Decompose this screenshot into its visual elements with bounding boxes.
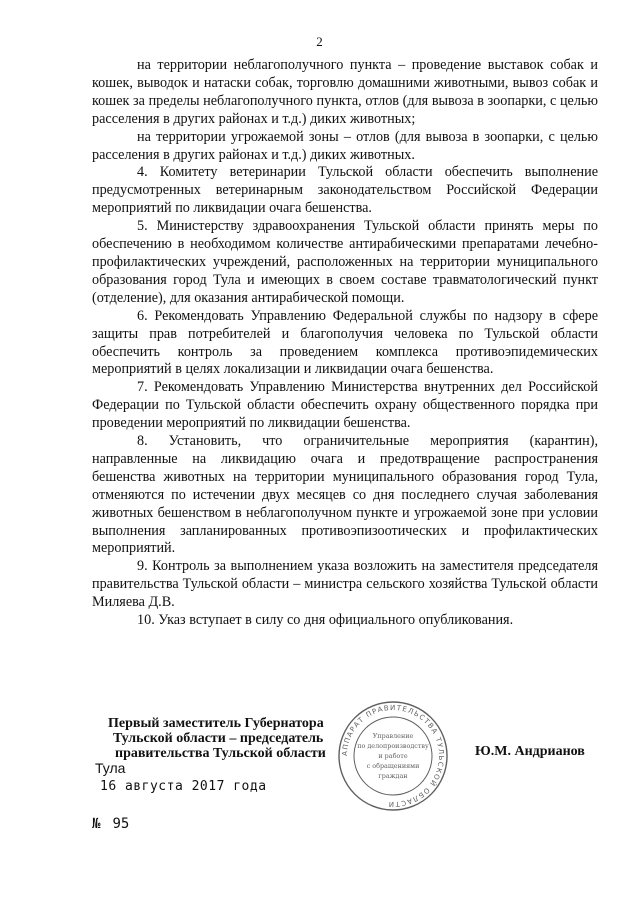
signatory-title-line-1: Первый заместитель Губернатора bbox=[108, 716, 324, 731]
paragraph-item-7: 7. Рекомендовать Управлению Министерства внутренних дел Российской Федерации по Тульской области обеспечить охрану общественного порядка при проведении мероприятий по ликвидации бешенства. bbox=[92, 379, 598, 432]
page-number: 2 bbox=[316, 34, 323, 49]
paragraph-item-6: 6. Рекомендовать Управлению Федеральной службы по надзору в сфере защиты прав потребителей и благополучия человека по Тульской области обеспечить контроль за проведением комплекса противоэпидемических мероприятий в целях локализации и ликвидации очага бешенства. bbox=[92, 307, 598, 378]
signatory-title-line-2: Тульской области – председатель bbox=[113, 731, 324, 746]
stamp-ring-text: АППАРАТ ПРАВИТЕЛЬСТВА ТУЛЬСКОЙ ОБЛАСТИ bbox=[340, 703, 446, 809]
paragraph-item-4: 4. Комитету ветеринарии Тульской области обеспечить выполнение предусмотренных ветеринарным законодательством Российской Федерации мероприятий по ликвидации очага бешенства. bbox=[92, 164, 598, 217]
document-body bbox=[92, 57, 598, 630]
document-number bbox=[92, 816, 129, 832]
number-sign: № bbox=[92, 816, 101, 832]
stamp-line-2: по делопроизводству bbox=[357, 742, 429, 750]
paragraph-zone-restrictions: на территории неблагополучного пункта – проведение выставок собак и кошек, выводок и натаски собак, торговлю домашними животными, вывоз собак и кошек за пределы неблагополучного пункта, отлов (для вывоза в зоопарки, с целью расселения в других районах и т.д.) диких животных; bbox=[92, 57, 598, 127]
number-value: 95 bbox=[112, 816, 130, 832]
stamp-line-3: и работе bbox=[378, 752, 408, 760]
signatory-name: Ю.М. Андрианов bbox=[475, 744, 585, 759]
stamp-line-1: Управление bbox=[372, 732, 414, 740]
paragraph-item-8: 8. Установить, что ограничительные мероприятия (карантин), направленные на ликвидацию очага и предотвращение распространения бешенства животных на территории муниципального образования город Тула, отменяются по истечении двух месяцев со дня последнего случая заболевания животных бешенством в неблагополучном пункте и угрожаемой зоне при условии выполнения запланированных противоэпизоотических и профилактических мероприятий. bbox=[92, 433, 598, 557]
signatory-title-line-3: правительства Тульской области bbox=[115, 746, 326, 761]
paragraph-item-5: 5. Министерству здравоохранения Тульской области принять меры по обеспечению в необходимом количестве антирабическими препаратами лечебно-профилактических учреждений, расположенных на территории муниципального образования город Тула и имеющих в своем составе травматологический пункт (отделение), для оказания антирабической помощи. bbox=[92, 218, 598, 306]
signatory-title bbox=[108, 716, 326, 761]
document-date: 16 августа 2017 года bbox=[100, 779, 267, 794]
paragraph-threatened-zone: на территории угрожаемой зоны – отлов (для вывоза в зоопарки, с целью расселения в других районах и т.д.) диких животных. bbox=[92, 128, 598, 163]
official-stamp bbox=[330, 700, 456, 812]
stamp-line-4: с обращениями bbox=[366, 762, 420, 770]
document-city: Тула bbox=[95, 760, 126, 776]
paragraph-item-10: 10. Указ вступает в силу со дня официального опубликования. bbox=[137, 612, 514, 629]
paragraph-item-9: 9. Контроль за выполнением указа возложить на заместителя председателя правительства Тульской области – министра сельского хозяйства Тульской области Миляева Д.В. bbox=[92, 558, 598, 611]
stamp-line-5: граждан bbox=[378, 772, 408, 780]
